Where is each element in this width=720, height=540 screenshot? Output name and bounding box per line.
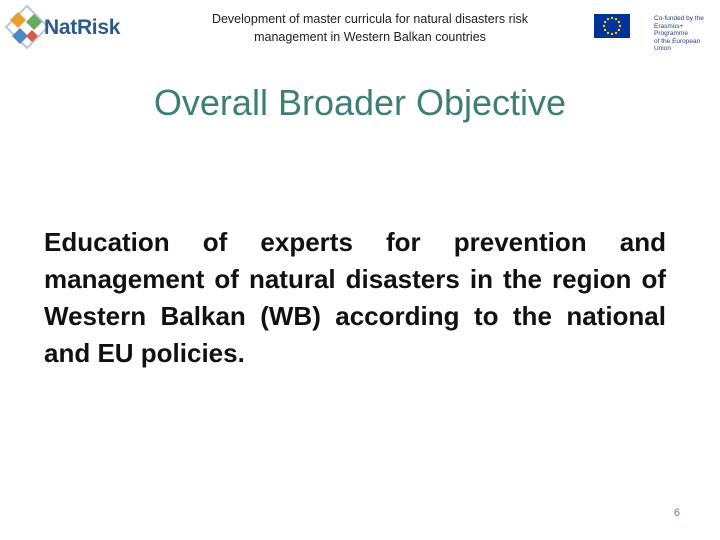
eu-cofunding-text [654,15,716,53]
eu-text-line-1: Co-funded by the [654,15,704,22]
natrisk-logo [4,4,121,50]
eu-text-line-3: of the European Union [654,37,701,52]
objective-text: Education of experts for prevention and management of natural disasters in the region of Western Balkan (WB) according to the national and EU policies. [44,227,666,368]
page-number: 6 [673,507,680,519]
project-title [180,10,560,46]
erasmus-plus-logo [594,14,714,52]
project-title-line-2: management in Western Balkan countries [254,30,486,44]
slide-title: Overall Broader Objective [153,82,567,123]
slide-header [0,0,720,56]
natrisk-logo-text: NatRisk [44,16,121,39]
eu-text-line-2: Erasmus+ Programme [654,22,688,37]
project-title-line-1: Development of master curricula for natural disasters risk [211,12,529,26]
eu-flag-icon [594,14,630,38]
